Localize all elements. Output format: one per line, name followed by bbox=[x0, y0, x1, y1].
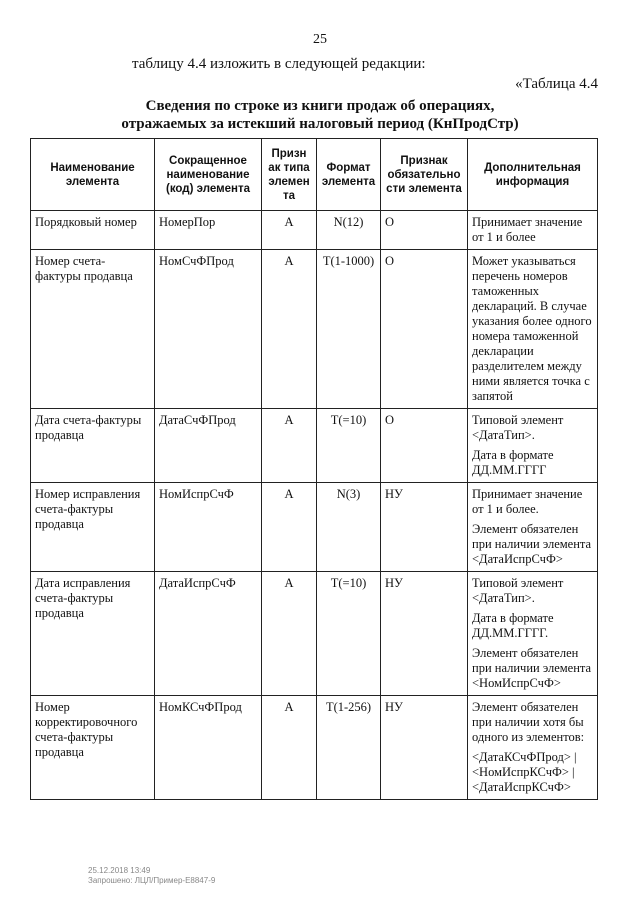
cell-format: Т(1-256) bbox=[317, 696, 381, 800]
cell-required: О bbox=[381, 250, 468, 409]
table-title bbox=[0, 97, 640, 133]
cell-info bbox=[468, 696, 598, 800]
table-row bbox=[31, 696, 598, 800]
cell-format: Т(=10) bbox=[317, 572, 381, 696]
info-paragraph: <ДатаКСчФПрод> | <НомИспрКСчФ> | <ДатаИспрКСчФ> bbox=[472, 750, 577, 794]
cell-info bbox=[468, 572, 598, 696]
info-paragraph: Дата в формате ДД.ММ.ГГГГ bbox=[472, 448, 554, 477]
cell-code: ДатаИспрСчФ bbox=[155, 572, 262, 696]
table-header-row bbox=[31, 139, 598, 211]
cell-info bbox=[468, 250, 598, 409]
cell-type: А bbox=[262, 211, 317, 250]
table-row bbox=[31, 409, 598, 483]
info-paragraph: Элемент обязателен при наличии элемента <НомИспрСчФ> bbox=[472, 646, 592, 690]
cell-format: N(12) bbox=[317, 211, 381, 250]
cell-name: Дата счета-фактуры продавца bbox=[31, 409, 155, 483]
cell-required: НУ bbox=[381, 483, 468, 572]
col-header-info: Дополнительная информация bbox=[468, 139, 598, 211]
info-paragraph: Элемент обязателен при наличии хотя бы одного из элементов: bbox=[472, 700, 585, 744]
cell-code: НомерПор bbox=[155, 211, 262, 250]
table-row bbox=[31, 572, 598, 696]
footer-ref: Запрошено: ЛЦЛ/Пример-E8847-9 bbox=[88, 876, 216, 885]
cell-type: А bbox=[262, 483, 317, 572]
info-paragraph: Дата в формате ДД.ММ.ГГГГ. bbox=[472, 611, 554, 640]
table-title-line-2: отражаемых за истекший налоговый период (КнПродСтр) bbox=[121, 116, 519, 132]
info-paragraph: Типовой элемент <ДатаТип>. bbox=[472, 413, 564, 442]
cell-format: Т(=10) bbox=[317, 409, 381, 483]
cell-info bbox=[468, 483, 598, 572]
col-header-name: Наименование элемента bbox=[31, 139, 155, 211]
cell-info bbox=[468, 409, 598, 483]
cell-required: НУ bbox=[381, 572, 468, 696]
col-header-required: Признак обязательно сти элемента bbox=[381, 139, 468, 211]
table-row bbox=[31, 250, 598, 409]
page-number: 25 bbox=[313, 32, 327, 47]
table-container bbox=[30, 138, 597, 800]
elements-table bbox=[30, 138, 598, 800]
cell-type: А bbox=[262, 250, 317, 409]
cell-format: N(3) bbox=[317, 483, 381, 572]
intro-text: таблицу 4.4 изложить в следующей редакции: bbox=[132, 56, 426, 72]
footer-date: 25.12.2018 13:49 bbox=[88, 866, 151, 875]
table-title-line-1: Сведения по строке из книги продаж об операциях, bbox=[145, 98, 495, 114]
table-row bbox=[31, 483, 598, 572]
cell-required: НУ bbox=[381, 696, 468, 800]
cell-name: Номер счета-фактуры продавца bbox=[31, 250, 155, 409]
table-reference: «Таблица 4.4 bbox=[515, 76, 598, 92]
table-row bbox=[31, 211, 598, 250]
col-header-type: Призн ак типа элемен та bbox=[262, 139, 317, 211]
cell-code: НомСчФПрод bbox=[155, 250, 262, 409]
cell-required: О bbox=[381, 409, 468, 483]
info-paragraph: Типовой элемент <ДатаТип>. bbox=[472, 576, 564, 605]
info-paragraph: Принимает значение от 1 и более. bbox=[472, 487, 583, 516]
info-paragraph: Может указываться перечень номеров таможенных деклараций. В случае указания более одного номера таможенной декларации разделителем между ними является точка с запятой bbox=[472, 254, 592, 403]
cell-code: ДатаСчФПрод bbox=[155, 409, 262, 483]
cell-info bbox=[468, 211, 598, 250]
cell-name: Номер исправления счета-фактуры продавца bbox=[31, 483, 155, 572]
cell-type: А bbox=[262, 572, 317, 696]
info-paragraph: Элемент обязателен при наличии элемента <ДатаИспрСчФ> bbox=[472, 522, 592, 566]
cell-format: Т(1-1000) bbox=[317, 250, 381, 409]
cell-required: О bbox=[381, 211, 468, 250]
cell-type: А bbox=[262, 696, 317, 800]
cell-code: НомКСчФПрод bbox=[155, 696, 262, 800]
info-paragraph: Принимает значение от 1 и более bbox=[472, 215, 583, 244]
cell-name: Дата исправления счета-фактуры продавца bbox=[31, 572, 155, 696]
col-header-code: Сокращенное наименование (код) элемента bbox=[155, 139, 262, 211]
table-body bbox=[31, 211, 598, 800]
cell-name: Порядковый номер bbox=[31, 211, 155, 250]
cell-type: А bbox=[262, 409, 317, 483]
col-header-format: Формат элемента bbox=[317, 139, 381, 211]
cell-name: Номер корректировочного счета-фактуры продавца bbox=[31, 696, 155, 800]
cell-code: НомИспрСчФ bbox=[155, 483, 262, 572]
footer-stamp bbox=[88, 866, 215, 886]
